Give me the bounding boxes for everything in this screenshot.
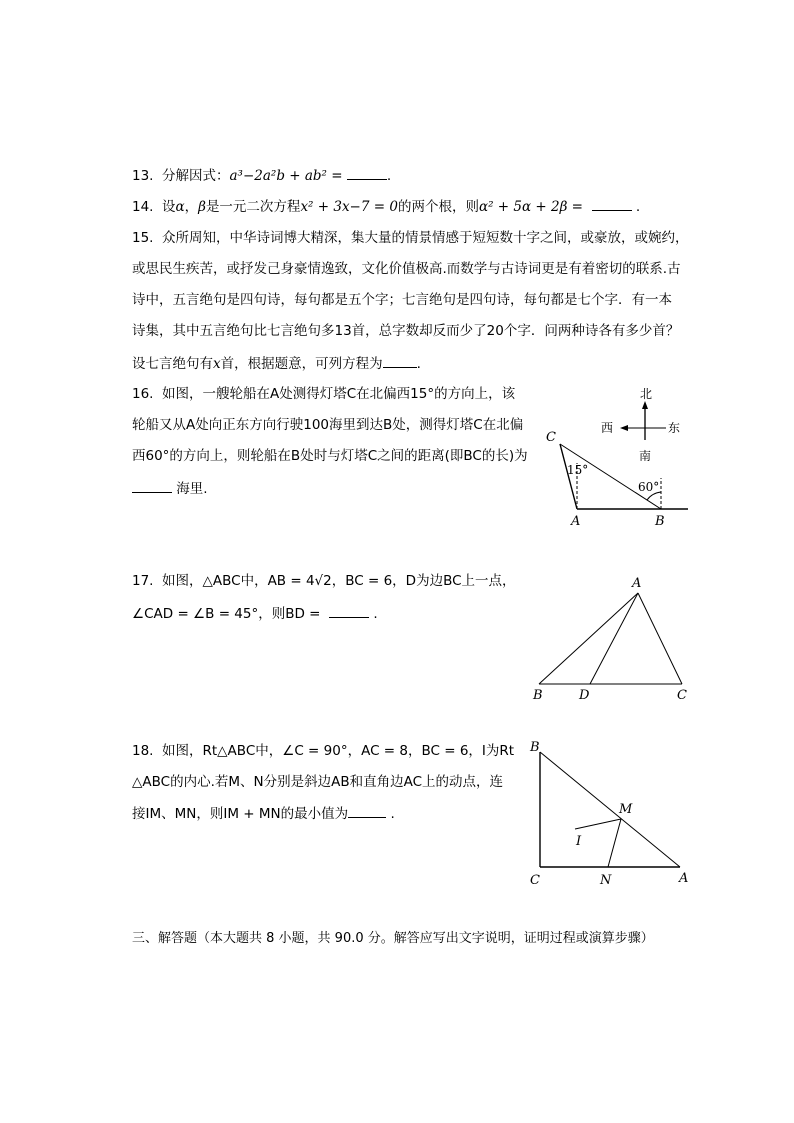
text: 众所周知，中华诗词博大精深，集大量的情景情感于短短数十字之间，或豪放，或婉约， xyxy=(162,230,689,246)
math-var: α xyxy=(175,199,185,215)
vertex-label-c: C xyxy=(677,688,687,703)
vertex-label-b: B xyxy=(655,514,665,529)
compass-south-label: 南 xyxy=(639,449,652,463)
question-number: 13. xyxy=(132,168,154,184)
compass-west-label: 西 xyxy=(601,421,614,435)
vertex-label-a: A xyxy=(679,871,689,886)
compass-north-label: 北 xyxy=(640,387,653,401)
period: . xyxy=(386,168,392,184)
vertex-label-b: B xyxy=(533,688,543,703)
question-number: 17. xyxy=(132,573,154,589)
text: 轮船又从A处向正东方向行驶100海里到达B处，测得灯塔C在北偏 xyxy=(132,417,524,433)
text: 接IM、MN，则IM + MN的最小值为 xyxy=(132,806,349,822)
math-var: β xyxy=(198,199,206,215)
period: . xyxy=(635,199,641,215)
text: 首，根据题意，可列方程为 xyxy=(220,356,383,372)
vertex-label-a: A xyxy=(571,514,581,529)
section-heading: 三、解答题（本大题共 8 小题，共 90.0 分。解答应写出文字说明，证明过程或演算步骤） xyxy=(132,931,654,946)
vertex-label-d: D xyxy=(579,688,590,703)
text: 的两个根，则 xyxy=(397,199,479,215)
point-label-n: N xyxy=(600,873,612,888)
vertex-label-c: C xyxy=(546,430,556,445)
text: 如图，一艘轮船在A处测得灯塔C在北偏西15°的方向上，该 xyxy=(162,386,516,402)
text: 设七言绝句有 xyxy=(132,356,213,372)
text: 如图，△ABC中，AB = 4√2，BC = 6，D为边BC上一点， xyxy=(162,573,516,589)
vertex-label-b: B xyxy=(530,740,540,755)
math-equation: x² + 3x−7 = 0 xyxy=(300,199,398,215)
text: △ABC的内心.若M、N分别是斜边AB和直角边AC上的动点，连 xyxy=(132,774,504,790)
math-expression: a³−2a²b + ab² = xyxy=(229,168,343,184)
text: 是一元二次方程 xyxy=(205,199,301,215)
period: . xyxy=(373,606,378,622)
text: 诗中，五言绝句是四句诗，每句都是五个字；七言绝句是四句诗，每句都是七个字．有一本 xyxy=(132,292,672,308)
text: 西60°的方向上，则轮船在B处时与灯塔C之间的距离(即BC的长)为 xyxy=(132,448,528,464)
angle-label-60: 60° xyxy=(638,480,660,494)
text: ∠CAD = ∠B = 45°，则BD = xyxy=(132,606,321,622)
angle-label-15: 15° xyxy=(567,463,589,477)
vertex-label-a: A xyxy=(632,576,642,591)
text: ， xyxy=(184,199,199,215)
question-number: 16. xyxy=(132,386,154,402)
question-number: 15. xyxy=(132,230,154,246)
period: . xyxy=(390,806,395,822)
point-label-i: I xyxy=(576,834,582,849)
vertex-label-c: C xyxy=(530,873,540,888)
text: 海里. xyxy=(176,481,208,497)
point-label-m: M xyxy=(619,802,633,817)
compass-east-label: 东 xyxy=(668,421,681,435)
question-number: 18. xyxy=(132,743,154,759)
text: 或思民生疾苦，或抒发己身豪情逸致，文化价值极高.而数学与古诗词更是有着密切的联系.古 xyxy=(132,261,681,277)
period: . xyxy=(416,356,421,372)
math-expression: α² + 5α + 2β = xyxy=(478,199,583,215)
text: 设 xyxy=(162,199,176,215)
question-number: 14. xyxy=(132,199,154,215)
text: 如图，Rt△ABC中，∠C = 90°，AC = 8，BC = 6，I为Rt xyxy=(162,743,515,759)
text: 诗集，其中五言绝句比七言绝句多13首，总字数却反而少了20个字．问两种诗各有多少首？ xyxy=(132,323,680,339)
question-prefix: 分解因式： xyxy=(162,168,230,184)
math-var: x xyxy=(213,356,221,372)
